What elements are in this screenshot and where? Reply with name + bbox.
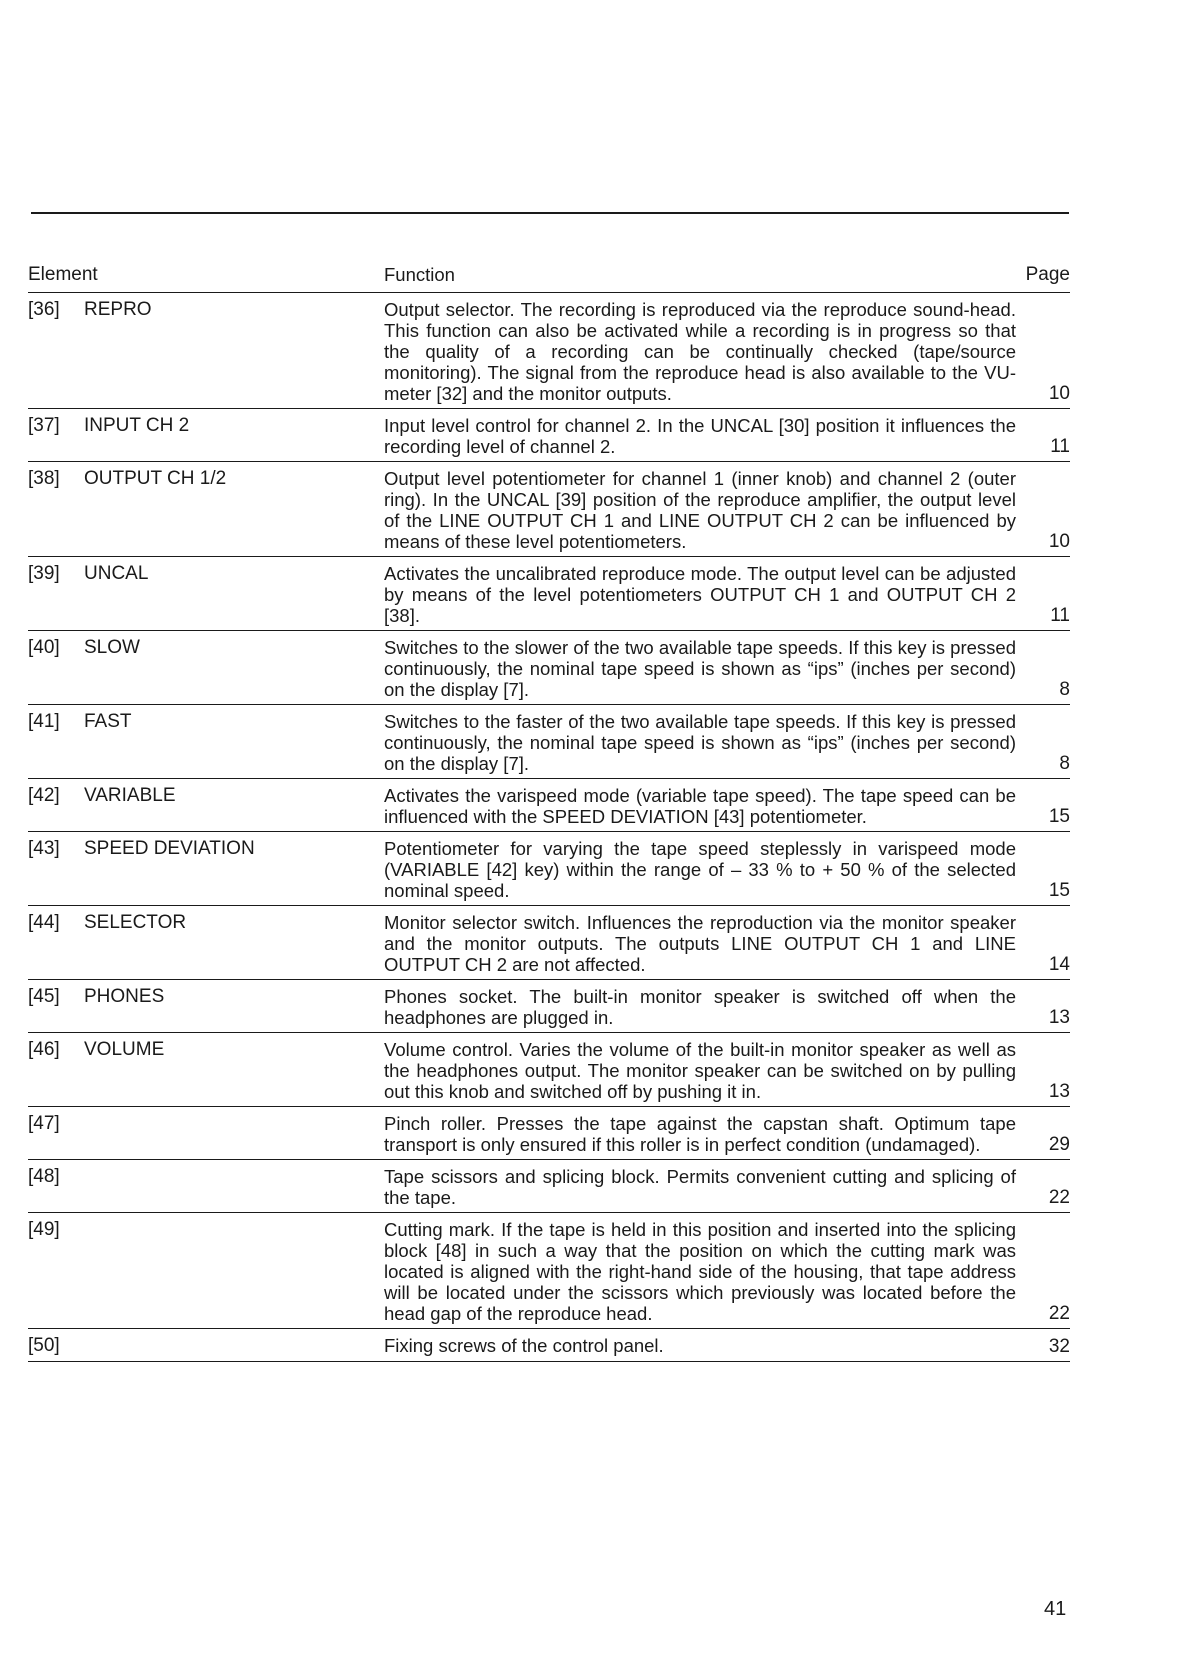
- table-row: [28, 293, 1070, 409]
- page-reference: 15: [1048, 880, 1070, 901]
- element-name: [84, 1217, 384, 1324]
- page-reference: 8: [1059, 753, 1070, 774]
- function-description: Output selector. The recording is reproduced via the reproduce sound-head. This function can also be activated while a recording is in progress so that the quality of a recording can be continually checked (tape/source monitoring). The signal from the reproduce head is also available to the VU-meter [32] and the monitor outputs.: [384, 299, 1016, 404]
- page-reference: 10: [1048, 531, 1070, 552]
- page-reference: 14: [1048, 954, 1070, 975]
- function-description: Switches to the faster of the two available tape speeds. If this key is pressed continuously, the nominal tape speed is shown as “ips” (inches per second) on the display [7].: [384, 711, 1016, 774]
- element-name: [84, 1164, 384, 1208]
- page-reference: 22: [1048, 1303, 1070, 1324]
- table-row: [28, 1160, 1070, 1213]
- function-description: Fixing screws of the control panel.: [384, 1335, 664, 1356]
- element-name: INPUT CH 2: [84, 415, 190, 436]
- header-page: Page: [1025, 264, 1070, 285]
- element-number: [50]: [28, 1335, 60, 1356]
- function-description: Potentiometer for varying the tape speed steplessly in varispeed mode (VARIABLE [42] key) within the range of – 33 % to + 50 % of the selected nominal speed.: [384, 838, 1016, 901]
- element-number: [39]: [28, 563, 60, 584]
- element-function-table: [28, 262, 1070, 1362]
- element-name: OUTPUT CH 1/2: [84, 468, 227, 489]
- element-name: SLOW: [84, 637, 140, 658]
- page-reference: 10: [1048, 383, 1070, 404]
- element-number: [43]: [28, 838, 60, 859]
- page-reference: 22: [1048, 1187, 1070, 1208]
- element-number: [40]: [28, 637, 60, 658]
- page-number: 41: [1044, 1598, 1067, 1620]
- element-number: [45]: [28, 986, 60, 1007]
- element-name: VOLUME: [84, 1039, 165, 1060]
- function-description: Volume control. Varies the volume of the built-in monitor speaker as well as the headphones output. The monitor speaker can be switched on by pulling out this knob and switched off by pushing it in.: [384, 1039, 1016, 1102]
- element-number: [49]: [28, 1219, 60, 1240]
- table-body: [28, 293, 1070, 1362]
- table-row: [28, 409, 1070, 462]
- function-description: Phones socket. The built-in monitor speaker is switched off when the headphones are plugged in.: [384, 986, 1016, 1028]
- element-number: [37]: [28, 415, 60, 436]
- table-row: [28, 462, 1070, 557]
- function-description: Switches to the slower of the two available tape speeds. If this key is pressed continuously, the nominal tape speed is shown as “ips” (inches per second) on the display [7].: [384, 637, 1016, 700]
- page-reference: 32: [1048, 1336, 1070, 1357]
- top-rule: [31, 212, 1069, 214]
- page-reference: 13: [1048, 1007, 1070, 1028]
- page-reference: 29: [1048, 1134, 1070, 1155]
- element-name: FAST: [84, 711, 132, 732]
- function-description: Tape scissors and splicing block. Permits convenient cutting and splicing of the tape.: [384, 1166, 1016, 1208]
- element-name: [84, 1333, 384, 1357]
- table-row: [28, 906, 1070, 980]
- element-name: VARIABLE: [84, 785, 176, 806]
- table-row: [28, 631, 1070, 705]
- function-description: Monitor selector switch. Influences the reproduction via the monitor speaker and the monitor outputs. The outputs LINE OUTPUT CH 1 and LINE OUTPUT CH 2 are not affected.: [384, 912, 1016, 975]
- table-header: [28, 262, 1070, 293]
- element-name: PHONES: [84, 986, 165, 1007]
- element-number: [41]: [28, 711, 60, 732]
- element-number: [36]: [28, 299, 60, 320]
- element-number: [48]: [28, 1166, 60, 1187]
- page-reference: 11: [1050, 436, 1070, 457]
- page-reference: 8: [1059, 679, 1070, 700]
- element-number: [44]: [28, 912, 60, 933]
- element-name: [84, 1111, 384, 1155]
- table-row: [28, 980, 1070, 1033]
- element-number: [38]: [28, 468, 60, 489]
- function-description: Activates the uncalibrated reproduce mode. The output level can be adjusted by means of the level potentiometers OUTPUT CH 1 and OUTPUT CH 2 [38].: [384, 563, 1016, 626]
- function-description: Pinch roller. Presses the tape against the capstan shaft. Optimum tape transport is only ensured if this roller is in perfect condition (undamaged).: [384, 1113, 1016, 1155]
- page-reference: 13: [1048, 1081, 1070, 1102]
- page-reference: 15: [1048, 806, 1070, 827]
- table-row: [28, 1033, 1070, 1107]
- element-name: REPRO: [84, 299, 152, 320]
- element-number: [46]: [28, 1039, 60, 1060]
- table-row: [28, 557, 1070, 631]
- element-name: UNCAL: [84, 563, 149, 584]
- table-row: [28, 832, 1070, 906]
- table-row: [28, 1107, 1070, 1160]
- table-row: [28, 779, 1070, 832]
- table-row: [28, 705, 1070, 779]
- page-reference: 11: [1050, 605, 1070, 626]
- element-number: [42]: [28, 785, 60, 806]
- element-name: SPEED DEVIATION: [84, 838, 255, 859]
- function-description: Input level control for channel 2. In the UNCAL [30] position it influences the recording level of channel 2.: [384, 415, 1016, 457]
- table-row: [28, 1213, 1070, 1329]
- header-element: Element: [28, 264, 98, 285]
- header-function: Function: [384, 264, 455, 285]
- element-name: SELECTOR: [84, 912, 187, 933]
- element-number: [47]: [28, 1113, 60, 1134]
- function-description: Output level potentiometer for channel 1 (inner knob) and channel 2 (outer ring). In the UNCAL [39] position of the reproduce amplifier, the output level of the LINE OUTPUT CH 1 and LINE OUTPUT CH 2 can be influenced by means of these level potentiometers.: [384, 468, 1016, 552]
- function-description: Activates the varispeed mode (variable tape speed). The tape speed can be influenced with the SPEED DEVIATION [43] potentiometer.: [384, 785, 1016, 827]
- table-row: [28, 1329, 1070, 1362]
- function-description: Cutting mark. If the tape is held in this position and inserted into the splicing block [48] in such a way that the position on which the cutting mark was located is aligned with the right-hand side of the housing, that tape address will be located under the scissors which previously was located before the head gap of the reproduce head.: [384, 1219, 1016, 1324]
